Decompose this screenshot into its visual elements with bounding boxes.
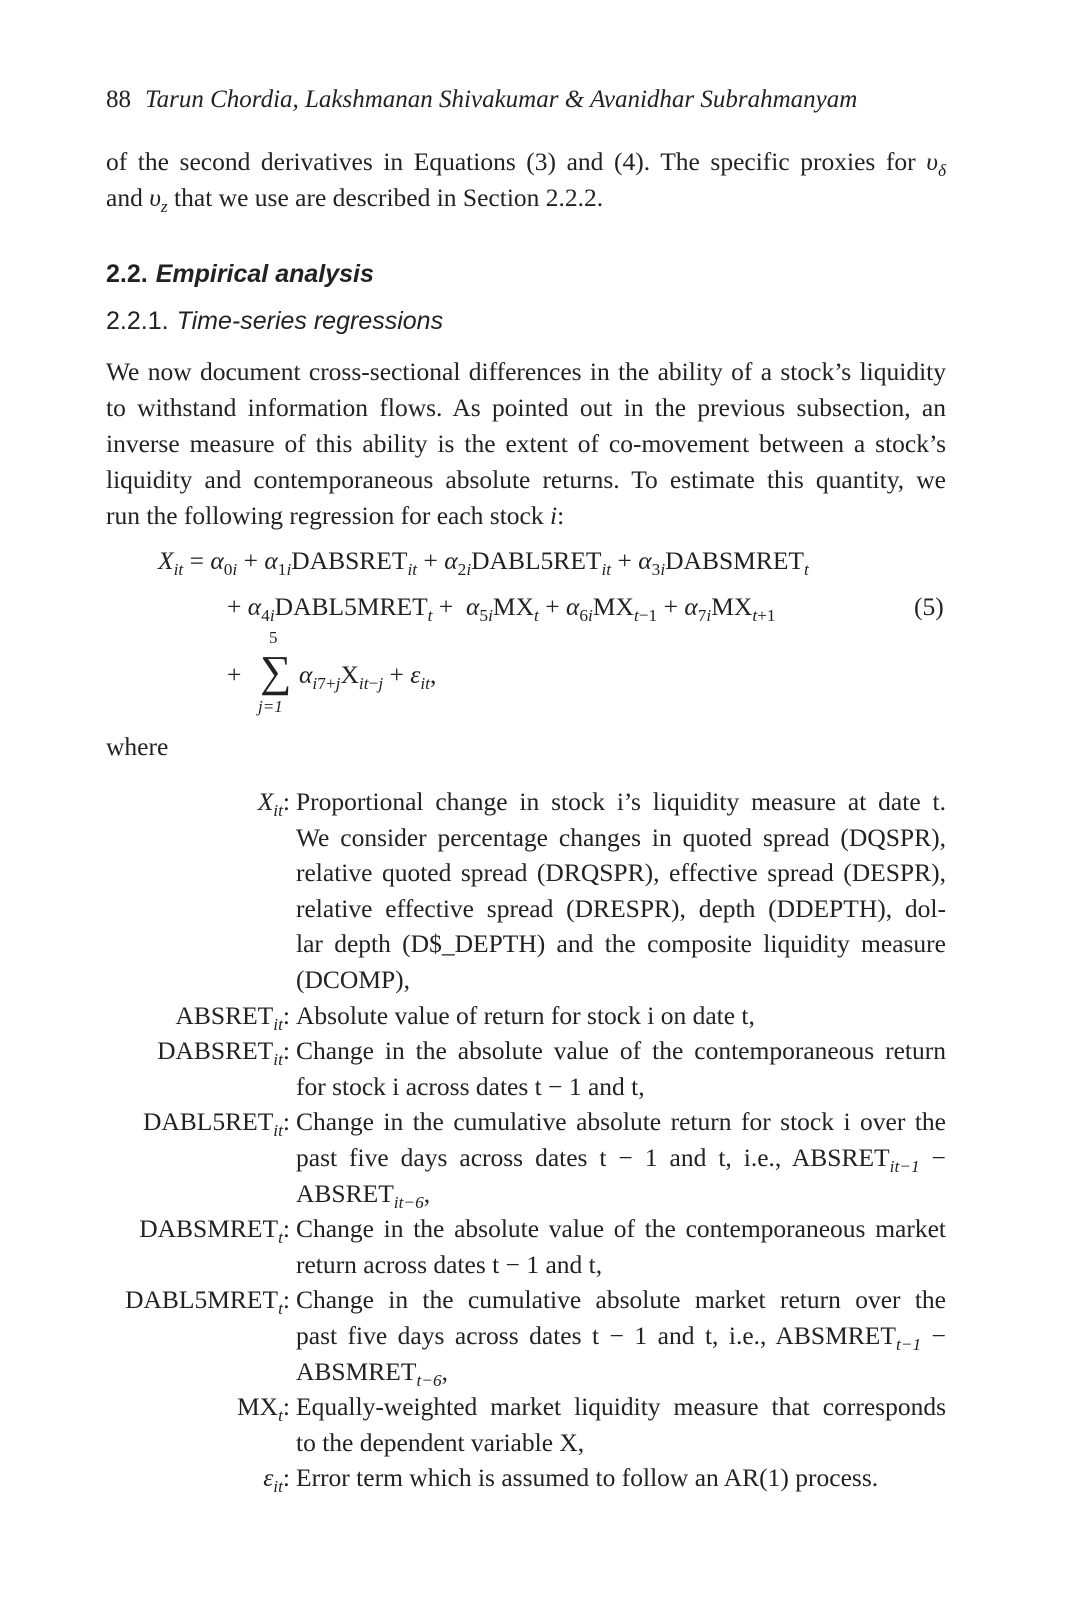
definition-text: Change in the cumulative absolute return for stock i over the past five days across dates t − 1 and t, i.e., $ABSRET_{it-1}$ − $ABSRET_{it-6}$, [296, 1107, 946, 1212]
body-line: liquidity and contemporaneous absolute returns. To estimate this quantity, we [106, 465, 946, 494]
definition-text: Change in the cumulative absolute market return over the past five days across dates t − 1 and t, i.e., $ABSMRET_{t-1}$ − $ABSMRET_{t-6}$, [296, 1285, 946, 1390]
body-paragraph [106, 354, 946, 534]
page-number: 88 [106, 86, 131, 113]
body-line: inverse measure of this ability is the extent of co-movement between a stock’s [106, 429, 946, 458]
summation-icon: ∑ [260, 647, 292, 696]
definition-text: Equally-weighted market liquidity measure that corresponds to the dependent variable X, [296, 1392, 946, 1457]
intro-line-2: and $\upsilon_z$ that we use are described in Section 2.2.2. [106, 183, 604, 217]
equation-line-3: $\alpha_{i7+j}X_{it-j} + \varepsilon_{it}$, [299, 660, 437, 694]
definition-term: $DABL5MRET_t$: [125, 1285, 290, 1319]
equation-line-2: + $\alpha_{4i}DABL5MRET_t + \alpha_{5i}MX_t + \alpha_{6i}MX_{t-1} + \alpha_{7i}MX_{t+1}$ [227, 592, 776, 626]
definition-item [100, 1211, 946, 1282]
definition-term: $DABSMRET_t$: [139, 1214, 290, 1248]
where-label: where [106, 732, 169, 761]
definition-text: Absolute value of return for stock i on date t, [296, 1000, 755, 1030]
subsection-heading: 2.2.1. Time-series regressions [106, 307, 444, 335]
definition-term: $X_{it}$: [257, 787, 290, 821]
definition-term: $\varepsilon_{it}$: [263, 1463, 290, 1497]
definition-term: $ABSRET_{it}$: [175, 1000, 290, 1034]
definition-item [100, 1104, 946, 1211]
definition-text: Change in the absolute value of the contemporaneous market return across dates t − 1 and t, [296, 1214, 946, 1279]
sum-lower-limit: j=1 [258, 697, 283, 716]
body-line: to withstand information flows. As pointed out in the previous subsection, an [106, 393, 946, 422]
equation-plus: + [227, 660, 242, 689]
body-line: We now document cross-sectional differences in the ability of a stock’s liquidity [106, 357, 946, 386]
equation-line-1: $X_{it} = \alpha_{0i}$ + $\alpha_{1i}DABSRET_{it}$ + $\alpha_{2i}DABL5RET_{it}$ + $\alpha_{3i}DABSMRET_t$ [158, 546, 809, 580]
definition-item [100, 1389, 946, 1460]
running-authors: Tarun Chordia, Lakshmanan Shivakumar & Avanidhar Subrahmanyam [145, 86, 858, 113]
equation-number: (5) [914, 592, 944, 621]
intro-paragraph [106, 144, 946, 216]
section-heading: 2.2. Empirical analysis [106, 260, 374, 288]
definition-term: $DABSRET_{it}$: [157, 1036, 290, 1070]
definition-text: Change in the absolute value of the contemporaneous return for stock i across dates t − 1 and t, [296, 1036, 946, 1101]
definition-text: Error term which is assumed to follow an AR(1) process. [296, 1463, 879, 1493]
running-header [106, 86, 857, 114]
definition-term: $MX_t$: [236, 1392, 290, 1426]
definition-term: $DABL5RET_{it}$: [142, 1107, 290, 1141]
body-line: run the following regression for each stock i: [106, 501, 565, 530]
intro-line-1: of the second derivatives in Equations (3) and (4). The specific proxies for $\upsilon_\delta$ [106, 147, 947, 181]
definition-text: Proportional change in stock i’s liquidity measure at date t. We consider percentage changes in quoted spread (DQSPR), relative quoted spread (DRQSPR), effective spread (DESPR), relative effective spread (DRESPR), depth (DDEPTH), dol- lar depth (D$_DEPTH) and the composite liquidity measure (DCOMP), [296, 787, 946, 994]
definition-item [100, 998, 946, 1034]
definition-item [100, 1460, 946, 1496]
definition-item [100, 784, 946, 998]
definition-item [100, 1282, 946, 1389]
definitions-list [100, 784, 946, 1496]
sum-upper-limit: 5 [269, 628, 278, 647]
definition-item [100, 1033, 946, 1104]
